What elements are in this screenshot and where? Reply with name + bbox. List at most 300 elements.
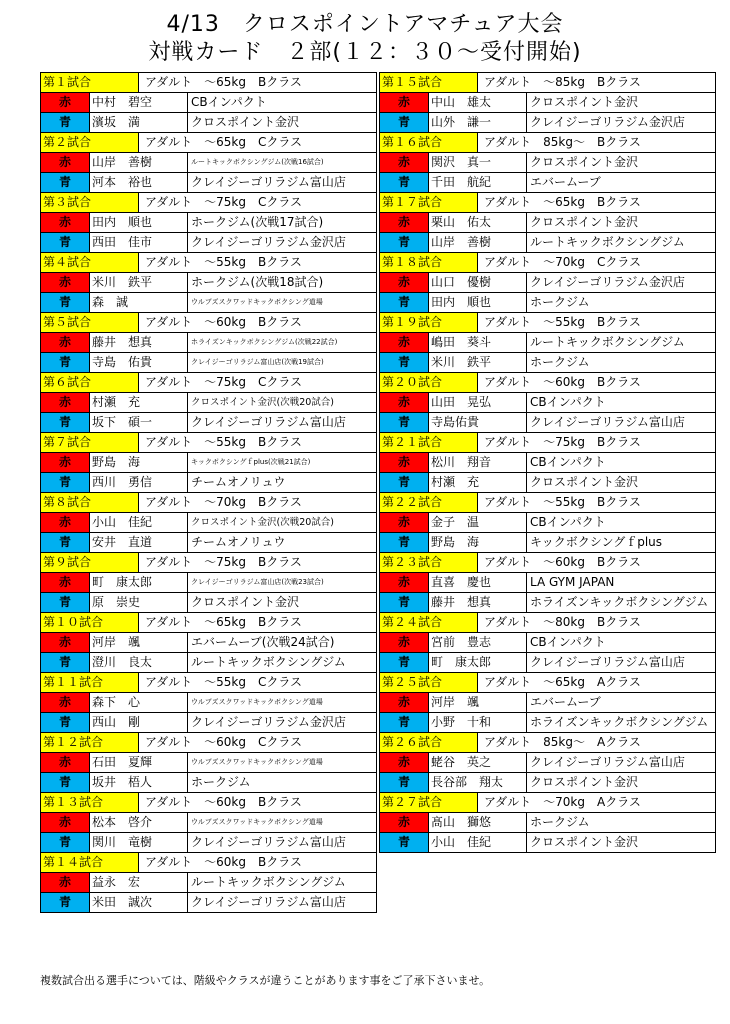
blue-corner-label: 青 [380,113,429,132]
match-class: アダルト ～65kg Bクラス [145,615,302,629]
fighter-team: クレイジーゴリラジム富山店 [191,415,346,429]
match-class: アダルト ～65kg Bクラス [145,75,302,89]
red-corner-label: 赤 [41,813,90,832]
match-class: アダルト ～70kg Aクラス [484,795,641,809]
match-header [41,552,376,572]
match-class: アダルト ～55kg Bクラス [484,495,641,509]
match-header [380,72,715,92]
red-corner-row [41,212,376,232]
red-corner-row [380,92,715,112]
fighter-team: キックボクシングｆplus(次戦21試合) [191,458,311,466]
fighter-team: クロスポイント金沢 [530,155,639,169]
match-number: 第１５試合 [380,73,478,92]
blue-corner-label: 青 [380,713,429,732]
match-card [40,312,377,372]
match-class: アダルト ～70kg Bクラス [145,495,302,509]
fighter-team: クロスポイント金沢 [191,595,300,609]
match-card [40,372,377,432]
match-header [380,792,715,812]
red-corner-row [41,272,376,292]
blue-corner-row [41,832,376,852]
blue-corner-row [380,712,715,732]
red-corner-label: 赤 [380,153,429,172]
fighter-team: LA GYM JAPAN [530,575,615,589]
match-number: 第２４試合 [380,613,478,632]
red-corner-row [41,332,376,352]
match-header [41,432,376,452]
fighter-name: 山口 優樹 [429,273,527,292]
match-class: アダルト ～55kg Bクラス [145,435,302,449]
fighter-name: 中山 雄太 [429,93,527,112]
blue-corner-row [380,232,715,252]
fighter-team: ホークジム(次戦18試合) [191,275,324,289]
match-number: 第１１試合 [41,673,139,692]
fighter-team: CBインパクト [530,455,606,469]
blue-corner-row [380,172,715,192]
red-corner-label: 赤 [380,633,429,652]
match-card [379,252,716,312]
fighter-team: ルートキックボクシングジム(次戦16試合) [191,158,324,166]
fighter-name: 河岸 颯 [429,693,527,712]
fighter-team: クロスポイント金沢(次戦20試合) [191,517,335,528]
page-title: 4/13 クロスポイントアマチュア大会 [166,12,564,37]
match-number: 第９試合 [41,553,139,572]
fighter-team: ウルブズスクワッドキックボクシング道場 [191,818,323,826]
fighter-name: 益永 宏 [90,873,188,892]
red-corner-label: 赤 [380,813,429,832]
fighter-name: 米川 鉄平 [429,353,527,372]
match-number: 第２２試合 [380,493,478,512]
match-header [380,552,715,572]
blue-corner-row [41,772,376,792]
blue-corner-row [41,472,376,492]
match-card [379,312,716,372]
fighter-name: 山田 晃弘 [429,393,527,412]
fighter-name: 西川 勇信 [90,473,188,492]
match-number: 第１９試合 [380,313,478,332]
match-header [380,732,715,752]
match-header [380,432,715,452]
fighter-name: 寺島 佑貴 [90,353,188,372]
match-number: 第１０試合 [41,613,139,632]
fighter-name: 西山 剛 [90,713,188,732]
blue-corner-label: 青 [41,713,90,732]
match-card [379,132,716,192]
match-header [380,372,715,392]
blue-corner-label: 青 [380,413,429,432]
match-class: アダルト 85kg～ Aクラス [484,735,641,749]
match-class: アダルト ～60kg Bクラス [145,795,302,809]
blue-corner-label: 青 [41,533,90,552]
blue-corner-row [41,292,376,312]
blue-corner-label: 青 [380,533,429,552]
fighter-team: CBインパクト [530,515,606,529]
red-corner-label: 赤 [41,393,90,412]
red-corner-label: 赤 [41,573,90,592]
blue-corner-label: 青 [380,773,429,792]
red-corner-row [41,392,376,412]
red-corner-row [41,872,376,892]
fighter-team: クロスポイント金沢 [530,475,639,489]
fighter-team: ルートキックボクシングジム [530,235,685,249]
red-corner-label: 赤 [41,273,90,292]
blue-corner-label: 青 [380,593,429,612]
match-header [41,252,376,272]
blue-corner-label: 青 [380,653,429,672]
match-number: 第１３試合 [41,793,139,812]
match-class: アダルト ～60kg Bクラス [484,555,641,569]
match-card [379,672,716,732]
red-corner-label: 赤 [380,393,429,412]
red-corner-label: 赤 [380,513,429,532]
match-header [41,612,376,632]
red-corner-row [380,452,715,472]
fighter-team: クレイジーゴリラジム金沢店 [191,235,346,249]
fighter-team: クロスポイント金沢 [530,775,639,789]
red-corner-label: 赤 [41,453,90,472]
match-number: 第２５試合 [380,673,478,692]
fighter-team: ホークジム [530,815,590,829]
blue-corner-row [380,352,715,372]
match-number: 第１試合 [41,73,139,92]
fighter-team: クレイジーゴリラジム金沢店 [530,115,685,129]
fighter-name: 田内 順也 [429,293,527,312]
fighter-name: 中村 碧空 [90,93,188,112]
fighter-name: 長谷部 翔太 [429,773,527,792]
fighter-team: クロスポイント金沢 [530,95,639,109]
match-class: アダルト ～60kg Bクラス [145,315,302,329]
left-column [40,72,377,913]
red-corner-label: 赤 [41,633,90,652]
blue-corner-row [41,892,376,912]
red-corner-row [380,512,715,532]
fighter-team: クレイジーゴリラジム富山店 [191,175,346,189]
match-class: アダルト ～60kg Cクラス [145,735,303,749]
red-corner-label: 赤 [41,213,90,232]
fighter-name: 西田 佳市 [90,233,188,252]
match-card [40,672,377,732]
match-card [40,492,377,552]
fighter-team: ウルブズスクワッドキックボクシング道場 [191,698,323,706]
blue-corner-row [380,592,715,612]
red-corner-row [380,392,715,412]
blue-corner-row [41,412,376,432]
match-number: 第２１試合 [380,433,478,452]
fighter-team: ルートキックボクシングジム [191,655,346,669]
fighter-team: CBインパクト [191,95,267,109]
match-number: 第２０試合 [380,373,478,392]
fighter-name: 町 康太郎 [429,653,527,672]
blue-corner-label: 青 [380,293,429,312]
match-header [41,372,376,392]
match-card [40,192,377,252]
match-number: 第７試合 [41,433,139,452]
match-card [40,432,377,492]
fighter-name: 濱坂 満 [90,113,188,132]
red-corner-row [380,332,715,352]
match-header [41,792,376,812]
match-header [41,672,376,692]
blue-corner-row [380,532,715,552]
fighter-team: ホークジム [530,355,590,369]
fighter-team: エバームーブ [530,175,601,189]
fighter-team: クロスポイント金沢 [530,215,639,229]
fighter-name: 田内 順也 [90,213,188,232]
blue-corner-row [41,172,376,192]
blue-corner-label: 青 [380,233,429,252]
match-number: 第１７試合 [380,193,478,212]
match-header [380,612,715,632]
match-card [40,852,377,913]
match-number: 第１８試合 [380,253,478,272]
red-corner-row [41,92,376,112]
fighter-name: 河岸 颯 [90,633,188,652]
fighter-name: 藤井 想真 [429,593,527,612]
red-corner-label: 赤 [380,213,429,232]
red-corner-label: 赤 [380,693,429,712]
blue-corner-label: 青 [41,893,90,912]
red-corner-label: 赤 [41,693,90,712]
blue-corner-row [41,592,376,612]
fighter-team: クロスポイント金沢 [191,115,300,129]
fighter-name: 宮前 豊志 [429,633,527,652]
fighter-name: 山外 謙一 [429,113,527,132]
match-number: 第４試合 [41,253,139,272]
match-class: アダルト ～65kg Aクラス [484,675,641,689]
fighter-name: 小山 佳紀 [90,513,188,532]
red-corner-row [41,632,376,652]
fighter-name: 澄川 良太 [90,653,188,672]
match-number: 第２６試合 [380,733,478,752]
blue-corner-row [380,292,715,312]
fighter-team: ホライズンキックボクシングジム(次戦22試合) [191,338,338,346]
red-corner-label: 赤 [41,873,90,892]
red-corner-label: 赤 [380,333,429,352]
blue-corner-label: 青 [41,653,90,672]
fighter-name: 山岸 善樹 [429,233,527,252]
blue-corner-row [41,352,376,372]
match-card [40,72,377,132]
fighter-name: 米川 鉄平 [90,273,188,292]
blue-corner-row [380,832,715,852]
red-corner-row [380,812,715,832]
red-corner-label: 赤 [41,753,90,772]
fighter-team: CBインパクト [530,395,606,409]
fighter-name: 森 誠 [90,293,188,312]
fighter-team: クロスポイント金沢(次戦20試合) [191,397,335,408]
fighter-team: ルートキックボクシングジム [530,335,685,349]
blue-corner-label: 青 [380,353,429,372]
fighter-team: ウルブズスクワッドキックボクシング道場 [191,298,323,306]
match-header [380,312,715,332]
match-header [41,192,376,212]
fighter-name: 村瀬 充 [90,393,188,412]
red-corner-label: 赤 [41,513,90,532]
blue-corner-row [41,712,376,732]
match-class: アダルト ～65kg Bクラス [484,195,641,209]
blue-corner-row [380,472,715,492]
fighter-name: 小野 十和 [429,713,527,732]
red-corner-row [380,272,715,292]
match-class: アダルト ～65kg Cクラス [145,135,303,149]
fighter-name: 河本 裕也 [90,173,188,192]
red-corner-row [41,752,376,772]
match-number: 第２３試合 [380,553,478,572]
match-number: 第１４試合 [41,853,139,872]
fighter-team: チームオノリュウ [191,535,286,549]
red-corner-row [380,212,715,232]
match-number: 第３試合 [41,193,139,212]
red-corner-label: 赤 [380,273,429,292]
match-number: 第１２試合 [41,733,139,752]
fighter-team: ルートキックボクシングジム [191,875,346,889]
fighter-name: 森下 心 [90,693,188,712]
red-corner-label: 赤 [380,93,429,112]
fighter-name: 原 崇史 [90,593,188,612]
red-corner-row [380,692,715,712]
match-header [41,132,376,152]
red-corner-row [380,632,715,652]
fighter-name: 町 康太郎 [90,573,188,592]
red-corner-label: 赤 [380,753,429,772]
blue-corner-row [41,112,376,132]
fighter-team: クレイジーゴリラジム富山店 [191,895,346,909]
fighter-team: ウルブズスクワッドキックボクシング道場 [191,758,323,766]
match-class: アダルト ～55kg Cクラス [145,675,303,689]
match-header [41,72,376,92]
blue-corner-row [41,652,376,672]
fighter-team: クレイジーゴリラジム富山店 [530,415,685,429]
match-class: アダルト ～60kg Bクラス [484,375,641,389]
fighter-team: エバームーブ(次戦24試合) [191,635,335,649]
blue-corner-row [380,652,715,672]
red-corner-row [380,152,715,172]
match-number: 第２試合 [41,133,139,152]
blue-corner-label: 青 [41,473,90,492]
match-header [41,732,376,752]
fighter-team: チームオノリュウ [191,475,286,489]
match-card [379,72,716,132]
fighter-team: クレイジーゴリラジム富山店 [530,655,685,669]
fighter-team: CBインパクト [530,635,606,649]
match-header [380,672,715,692]
match-header [380,132,715,152]
fighter-name: 嶋田 葵斗 [429,333,527,352]
fighter-team: クロスポイント金沢 [530,835,639,849]
fighter-name: 松川 翔音 [429,453,527,472]
fighter-name: 寺島佑貴 [429,413,527,432]
blue-corner-label: 青 [41,353,90,372]
fighter-name: 村瀬 充 [429,473,527,492]
match-class: アダルト ～70kg Cクラス [484,255,642,269]
fighter-team: ホークジム(次戦17試合) [191,215,324,229]
match-class: アダルト ～55kg Bクラス [484,315,641,329]
match-header [380,192,715,212]
match-class: アダルト ～85kg Bクラス [484,75,641,89]
fighter-name: 野島 海 [90,453,188,472]
page-subtitle: 対戦カード ２部(１２：３０～受付開始) [148,40,582,65]
blue-corner-label: 青 [41,413,90,432]
red-corner-label: 赤 [380,573,429,592]
fighter-name: 栗山 佑太 [429,213,527,232]
fighter-name: 坂井 梧人 [90,773,188,792]
fighter-team: ホライズンキックボクシングジム [530,595,709,609]
red-corner-label: 赤 [380,453,429,472]
match-header [41,492,376,512]
fighter-team: クレイジーゴリラジム富山店 [530,755,685,769]
match-card [379,372,716,432]
match-header [41,852,376,872]
blue-corner-row [380,112,715,132]
blue-corner-row [41,232,376,252]
match-class: アダルト ～75kg Bクラス [145,555,302,569]
blue-corner-label: 青 [41,593,90,612]
match-card [40,612,377,672]
match-card [379,552,716,612]
match-class: アダルト ～55kg Bクラス [145,255,302,269]
match-class: アダルト ～75kg Bクラス [484,435,641,449]
match-class: アダルト 85kg～ Bクラス [484,135,641,149]
fighter-name: 千田 航紀 [429,173,527,192]
red-corner-label: 赤 [41,93,90,112]
blue-corner-label: 青 [41,173,90,192]
match-number: 第２７試合 [380,793,478,812]
blue-corner-label: 青 [41,233,90,252]
fighter-name: 坂下 碩一 [90,413,188,432]
fighter-team: クレイジーゴリラジム富山店(次戦19試合) [191,358,324,366]
fighter-name: 藤井 想真 [90,333,188,352]
match-card [40,132,377,192]
fighter-name: 直喜 慶也 [429,573,527,592]
red-corner-row [41,812,376,832]
fighter-name: 関川 竜樹 [90,833,188,852]
blue-corner-row [41,532,376,552]
red-corner-row [41,152,376,172]
red-corner-label: 赤 [41,333,90,352]
blue-corner-label: 青 [41,293,90,312]
red-corner-row [41,572,376,592]
fighter-name: 米田 誠次 [90,893,188,912]
match-number: 第６試合 [41,373,139,392]
blue-corner-label: 青 [380,473,429,492]
match-number: 第１６試合 [380,133,478,152]
match-header [380,252,715,272]
match-card [379,612,716,672]
right-column [379,72,716,853]
fighter-team: ホークジム [530,295,590,309]
red-corner-row [41,512,376,532]
fighter-name: 松本 啓介 [90,813,188,832]
blue-corner-row [380,412,715,432]
match-class: アダルト ～75kg Cクラス [145,375,303,389]
fighter-team: クレイジーゴリラジム富山店(次戦23試合) [191,578,324,586]
match-card [379,432,716,492]
red-corner-row [41,452,376,472]
red-corner-row [41,692,376,712]
blue-corner-row [380,772,715,792]
fighter-team: ホークジム [191,775,251,789]
fighter-name: 小山 佳紀 [429,833,527,852]
red-corner-label: 赤 [41,153,90,172]
match-class: アダルト ～75kg Cクラス [145,195,303,209]
fighter-name: 髙山 獅悠 [429,813,527,832]
red-corner-row [380,752,715,772]
fighter-name: 金子 温 [429,513,527,532]
fighter-name: 蛯谷 英之 [429,753,527,772]
fighter-team: クレイジーゴリラジム金沢店 [191,715,346,729]
match-header [380,492,715,512]
blue-corner-label: 青 [380,833,429,852]
